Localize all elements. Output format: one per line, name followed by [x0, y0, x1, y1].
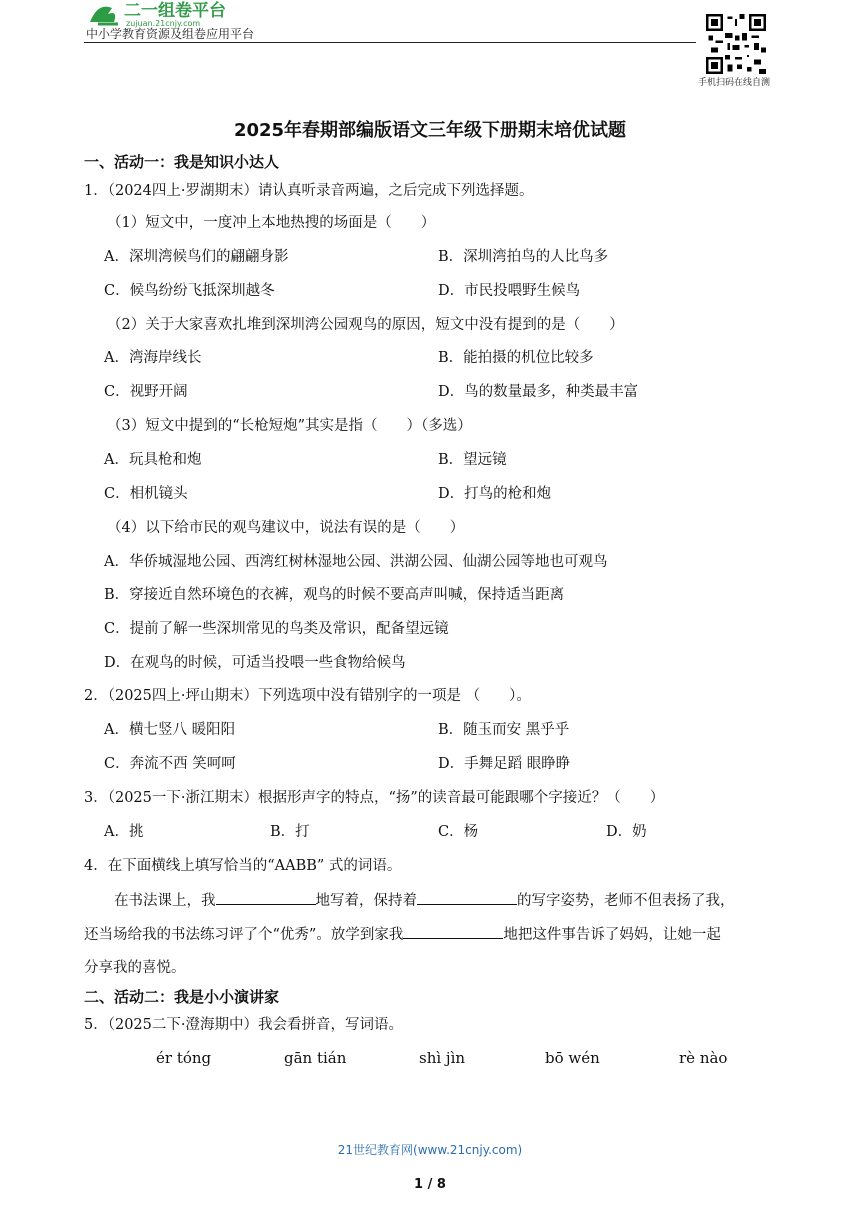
- q1-sub3-stem: （3）短文中提到的“长枪短炮”其实是指（ ）（多选）: [107, 418, 472, 434]
- q3-option-c[interactable]: C．杨: [438, 824, 479, 840]
- q1-sub2-option-b[interactable]: B．能拍摄的机位比较多: [438, 350, 594, 366]
- q1-sub2-stem: （2）关于大家喜欢扎堆到深圳湾公园观鸟的原因，短文中没有提到的是（ ）: [107, 317, 624, 333]
- footer-site-link[interactable]: 21世纪教育网(www.21cnjy.com): [337, 1143, 523, 1157]
- q1-sub4-option-a[interactable]: A．华侨城湿地公园、西湾红树林湿地公园、洪湖公园、仙湖公园等地也可观鸟: [104, 554, 608, 570]
- q1-stem: 1．（2024四上·罗湖期末）请认真听录音两遍，之后完成下列选择题。: [84, 183, 534, 199]
- platform-subtitle: 中小学教育资源及组卷应用平台: [86, 27, 255, 41]
- q1-sub1-option-b[interactable]: B．深圳湾拍鸟的人比鸟多: [438, 249, 609, 265]
- q5-pinyin-2: gān tián: [284, 1049, 347, 1067]
- q4-text-1b: 地写着，保持着: [315, 893, 417, 909]
- page-number: 1 / 8: [414, 1177, 446, 1192]
- q1-sub4-option-d[interactable]: D．在观鸟的时候，可适当投喂一些食物给候鸟: [104, 655, 406, 671]
- q1-sub4-option-c[interactable]: C．提前了解一些深圳常见的鸟类及常识，配备望远镜: [104, 621, 449, 637]
- runner-mark: [90, 7, 115, 22]
- q5-stem: 5．（2025二下·澄海期中）我会看拼音，写词语。: [84, 1017, 403, 1033]
- q1-sub3-option-d[interactable]: D．打鸟的枪和炮: [438, 486, 552, 502]
- q4-paragraph-line-3: 分享我的喜悦。: [84, 960, 186, 976]
- logo-url: zujuan.21cnjy.com: [126, 19, 201, 28]
- q4-text-2a: 还当场给我的书法练习评了个“优秀”。放学到家我: [84, 927, 404, 943]
- q4-text-1c: 的写字姿势，老师不但表扬了我，: [517, 893, 735, 909]
- section-heading-1: 一、活动一：我是知识小达人: [84, 153, 280, 171]
- q1-sub3-option-b[interactable]: B．望远镜: [438, 452, 507, 468]
- logo-text: 二一组卷平台: [124, 1, 226, 21]
- q1-sub1-option-a[interactable]: A．深圳湾候鸟们的翩翩身影: [104, 249, 289, 265]
- q5-pinyin-3: shì jìn: [419, 1049, 466, 1067]
- q4-stem: 4．在下面横线上填写恰当的“AABB” 式的词语。: [84, 858, 402, 874]
- q1-sub1-stem: （1）短文中，一度冲上本地热搜的场面是（ ）: [107, 215, 436, 231]
- q5-pinyin-5: rè nào: [679, 1049, 728, 1067]
- q4-text-1a: 在书法课上，我: [114, 893, 216, 909]
- q4-blank-1[interactable]: [216, 890, 316, 905]
- q2-option-d[interactable]: D．手舞足蹈 眼睁睁: [438, 756, 571, 772]
- qr-caption: 手机扫码在线自测: [698, 78, 771, 88]
- section-heading-2: 二、活动二：我是小小演讲家: [84, 988, 280, 1006]
- q5-pinyin-4: bō wén: [545, 1049, 600, 1067]
- q4-blank-3[interactable]: [403, 924, 503, 939]
- q1-sub2-option-d[interactable]: D．鸟的数量最多，种类最丰富: [438, 384, 639, 400]
- q3-stem: 3．（2025一下·浙江期末）根据形声字的特点，“扬”的读音最可能跟哪个字接近？（ ）: [84, 790, 665, 806]
- q2-option-c[interactable]: C．奔流不西 笑呵呵: [104, 756, 236, 772]
- q1-sub4-stem: （4）以下给市民的观鸟建议中，说法有误的是（ ）: [107, 520, 465, 536]
- q2-option-a[interactable]: A．横七竖八 暖阳阳: [104, 722, 236, 738]
- q1-sub3-option-c[interactable]: C．相机镜头: [104, 486, 188, 502]
- q4-paragraph-line-1: [114, 890, 735, 911]
- platform-logo: [88, 0, 273, 28]
- page-title: 2025年春期部编版语文三年级下册期末培优试题: [233, 120, 627, 141]
- qr-code[interactable]: [706, 14, 766, 74]
- q4-text-2b: 地把这件事告诉了妈妈，让她一起: [503, 927, 721, 943]
- q3-option-a[interactable]: A．挑: [104, 824, 144, 840]
- q4-blank-2[interactable]: [417, 890, 517, 905]
- q3-option-d[interactable]: D．奶: [606, 824, 647, 840]
- q1-sub4-option-b[interactable]: B．穿接近自然环境色的衣裤，观鸟的时候不要高声叫喊，保持适当距离: [104, 587, 565, 603]
- q4-paragraph-line-2: [84, 924, 721, 945]
- q1-sub1-option-d[interactable]: D．市民投喂野生候鸟: [438, 283, 581, 299]
- q5-pinyin-1: ér tóng: [156, 1049, 212, 1067]
- q1-sub2-option-a[interactable]: A．湾海岸线长: [104, 350, 202, 366]
- q1-sub3-option-a[interactable]: A．玩具枪和炮: [104, 452, 202, 468]
- q2-stem: 2．（2025四上·坪山期末）下列选项中没有错别字的一项是 （ ）。: [84, 688, 531, 704]
- q1-sub1-option-c[interactable]: C．候鸟纷纷飞抵深圳越冬: [104, 283, 275, 299]
- header-rule: [84, 42, 696, 43]
- q2-option-b[interactable]: B．随玉而安 黑乎乎: [438, 722, 570, 738]
- q1-sub2-option-c[interactable]: C．视野开阔: [104, 384, 188, 400]
- q3-option-b[interactable]: B．打: [270, 824, 310, 840]
